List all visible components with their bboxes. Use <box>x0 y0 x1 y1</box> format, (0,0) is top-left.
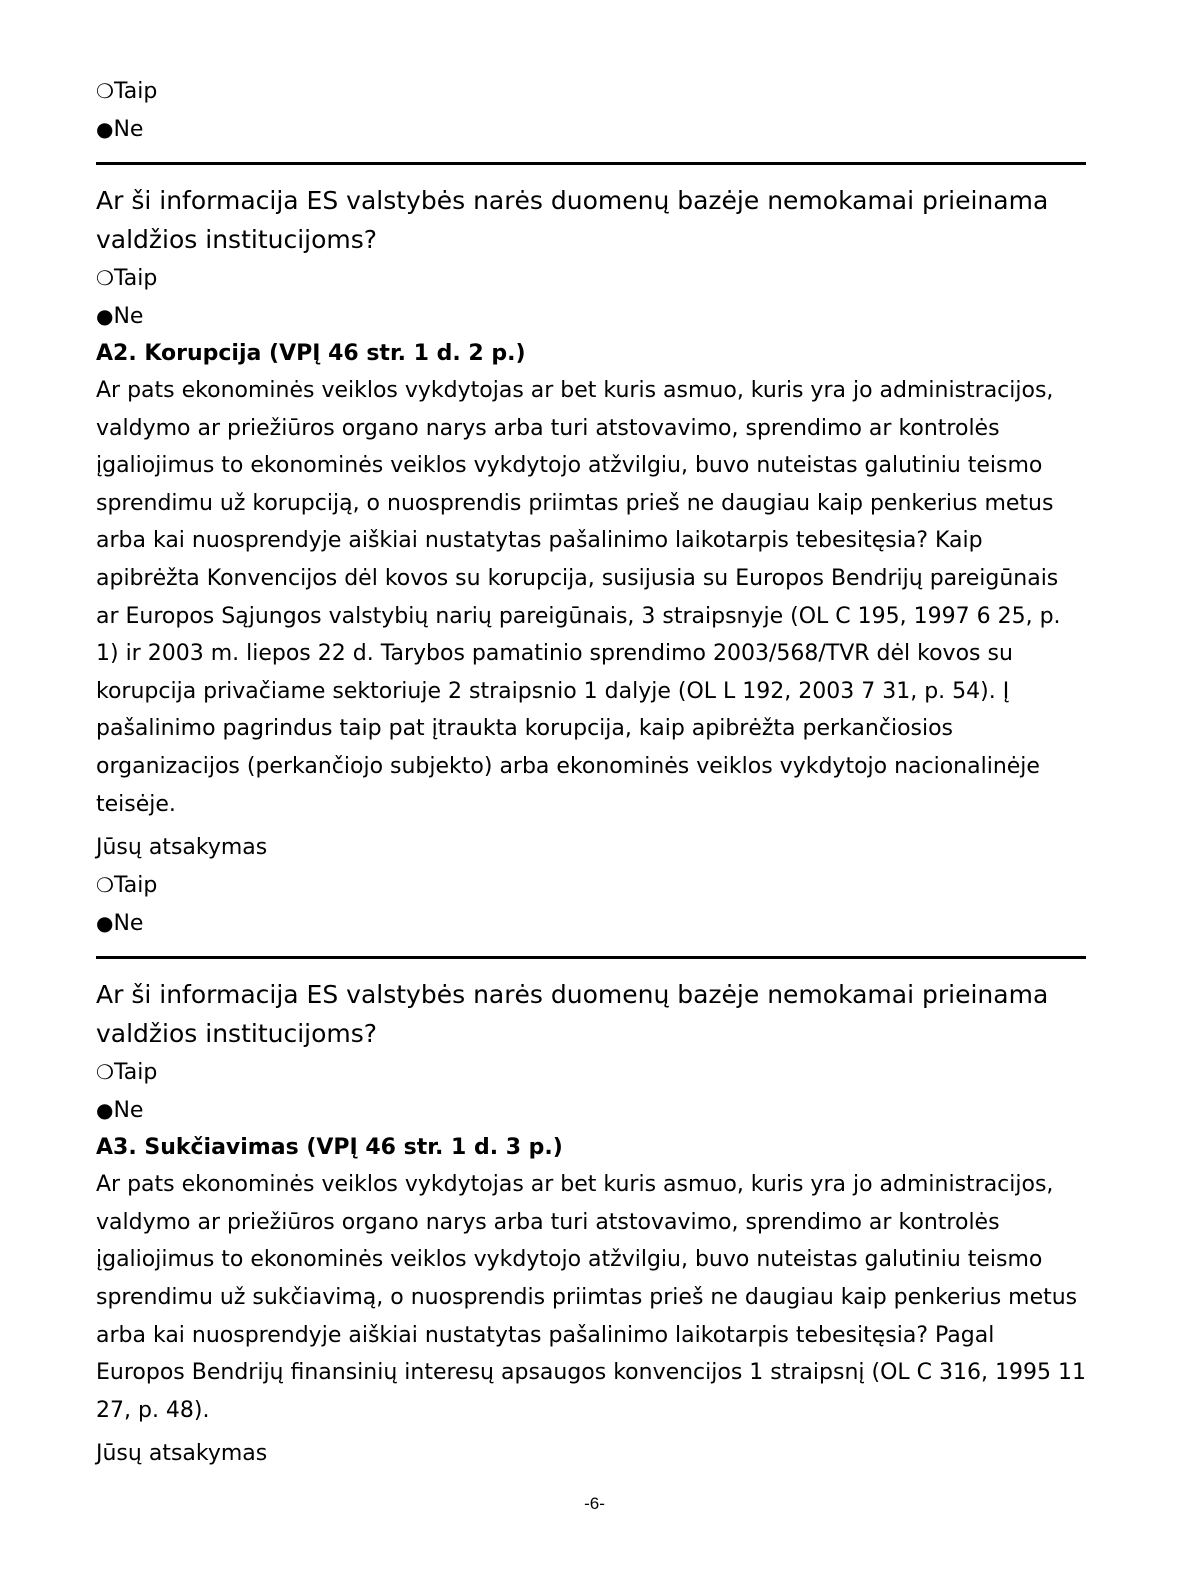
document-page <box>96 72 1086 1472</box>
radio-option-yes[interactable] <box>96 1053 1086 1091</box>
section-body-a2: Ar pats ekonominės veiklos vykdytojas ar bet kuris asmuo, kuris yra jo administracijos, valdymo ar priežiūros organo narys arba turi atstovavimo, sprendimo ar kontrolės įgaliojimus to ekonominės veiklos vykdytojo atžvilgiu, buvo nuteistas galutiniu teismo sprendimu už korupciją, o nuosprendis priimtas prieš ne daugiau kaip penkerius metus arba kai nuosprendyje aiškiai nustatytas pašalinimo laikotarpis tebesitęsia? Kaip apibrėžta Konvencijos dėl kovos su korupcija, susijusia su Europos Bendrijų pareigūnais ar Europos Sąjungos valstybių narių pareigūnais, 3 straipsnyje (OL C 195, 1997 6 25, p. 1) ir 2003 m. liepos 22 d. Tarybos pamatinio sprendimo 2003/568/TVR dėl kovos su korupcija privačiame sektoriuje 2 straipsnio 1 dalyje (OL L 192, 2003 7 31, p. 54). Į pašalinimo pagrindus taip pat įtraukta korupcija, kaip apibrėžta perkančiosios organizacijos (perkančiojo subjekto) arba ekonominės veiklos vykdytojo nacionalinėje teisėje. <box>96 378 1061 817</box>
radio-option-yes[interactable] <box>96 72 1086 110</box>
radio-selected-icon: ● <box>96 911 114 936</box>
section-divider <box>96 956 1086 959</box>
radio-option-no[interactable] <box>96 297 1086 335</box>
option-label: Taip <box>113 1060 158 1086</box>
radio-unselected-icon: ❍ <box>96 873 114 898</box>
answer-label: Jūsų atsakymas <box>96 1441 268 1467</box>
section-divider <box>96 162 1086 165</box>
radio-option-no[interactable] <box>96 1091 1086 1129</box>
radio-option-no[interactable] <box>96 110 1086 148</box>
radio-selected-icon: ● <box>96 117 114 141</box>
section-body-a3: Ar pats ekonominės veiklos vykdytojas ar bet kuris asmuo, kuris yra jo administracijos, valdymo ar priežiūros organo narys arba turi atstovavimo, sprendimo ar kontrolės įgaliojimus to ekonominės veiklos vykdytojo atžvilgiu, buvo nuteistas galutiniu teismo sprendimu už sukčiavimą, o nuosprendis priimtas prieš ne daugiau kaip penkerius metus arba kai nuosprendyje aiškiai nustatytas pašalinimo laikotarpis tebesitęsia? Pagal Europos Bendrijų finansinių interesų apsaugos konvencijos 1 straipsnį (OL C 316, 1995 11 27, p. 48). <box>96 1172 1086 1423</box>
section-heading-a3: A3. Sukčiavimas (VPĮ 46 str. 1 d. 3 p.) <box>96 1135 563 1161</box>
radio-unselected-icon: ❍ <box>96 266 114 290</box>
option-label: Ne <box>113 1098 144 1124</box>
section-heading-a2: A2. Korupcija (VPĮ 46 str. 1 d. 2 p.) <box>96 341 526 366</box>
page-number: -6- <box>584 1494 605 1513</box>
radio-option-yes[interactable] <box>96 866 1086 904</box>
radio-option-yes[interactable] <box>96 259 1086 297</box>
option-label: Ne <box>113 911 144 937</box>
option-label: Taip <box>113 79 158 104</box>
option-label: Ne <box>113 304 144 329</box>
radio-unselected-icon: ❍ <box>96 1060 114 1085</box>
database-question: Ar ši informacija ES valstybės narės duomenų bazėje nemokamai prieinama valdžios institucijoms? <box>96 980 1049 1049</box>
option-label: Taip <box>113 873 158 899</box>
radio-selected-icon: ● <box>96 304 114 328</box>
radio-selected-icon: ● <box>96 1098 114 1123</box>
radio-unselected-icon: ❍ <box>96 79 114 103</box>
option-label: Ne <box>113 117 144 142</box>
database-question: Ar ši informacija ES valstybės narės duomenų bazėje nemokamai prieinama valdžios institucijoms? <box>96 186 1049 254</box>
radio-option-no[interactable] <box>96 904 1086 942</box>
answer-label: Jūsų atsakymas <box>96 835 268 861</box>
option-label: Taip <box>113 266 158 291</box>
